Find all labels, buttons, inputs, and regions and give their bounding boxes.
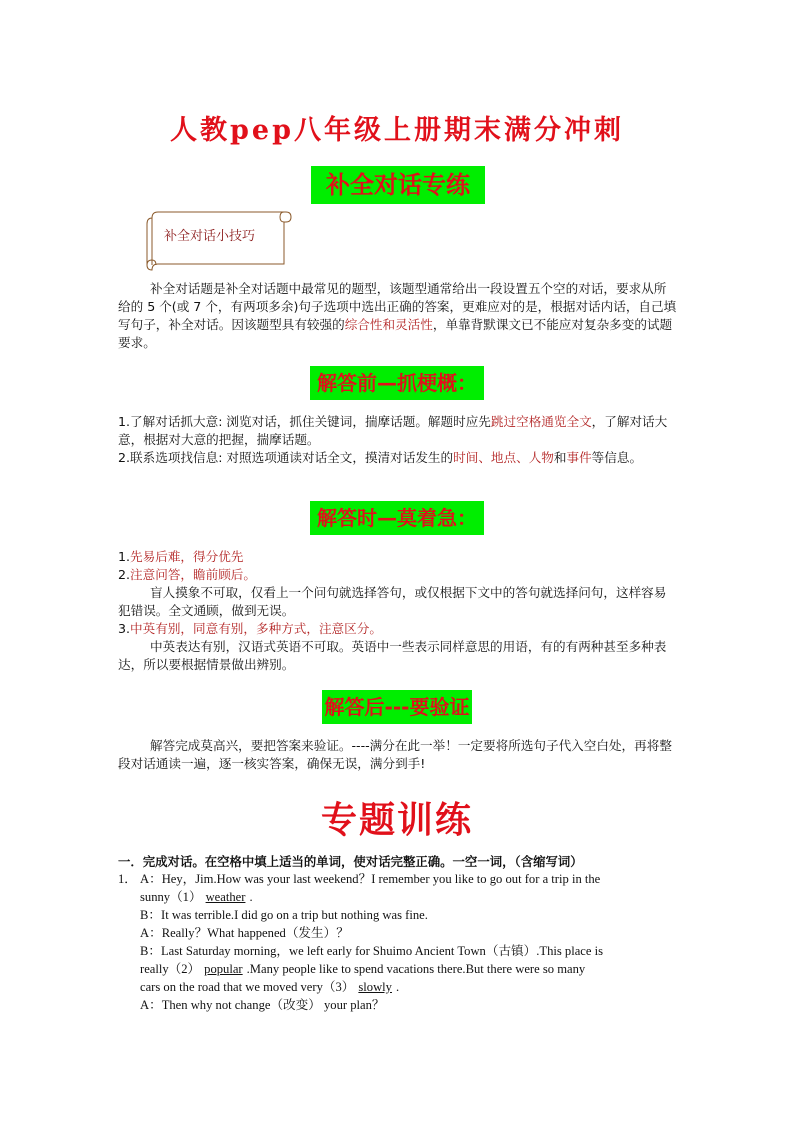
training-title: 专题训练: [320, 800, 473, 841]
section-during-heading: 解答时—莫着急：: [310, 501, 484, 535]
dialogue-line-7: cars on the road that we moved very（3） slowly .: [140, 980, 400, 994]
exercise-number: 1．: [118, 872, 137, 886]
dialogue-line-3: B：It was terrible.I did go on a trip but nothing was fine.: [140, 908, 428, 922]
dialogue-line-1: A：Hey，Jim.How was your last weekend？I remember you like to go out for a trip in the: [140, 872, 601, 886]
tips-label: 补全对话小技巧: [164, 229, 256, 244]
section-during-content: [118, 548, 678, 674]
during-item-3: 3.中英有别，同意有别，多种方式，注意区分。: [118, 621, 382, 636]
section-before-content: [118, 413, 678, 467]
during-item-1: 1.先易后难，得分优先: [118, 549, 244, 564]
section-after-text: 解答完成莫高兴，要把答案来验证。----满分在此一举！一定要将所选句子代入空白处，再将整段对话通读一遍，逐一核实答案，确保无误，满分到手!: [118, 738, 672, 771]
during-item-2: 2.注意问答，瞻前顾后。: [118, 567, 256, 582]
intro-paragraph: 补全对话题是补全对话题中最常见的题型，该题型通常给出一段设置五个空的对话，要求从所给的 5 个(或 7 个，有两项多余)句子选项中选出正确的答案，更难应对的是，根据对话内话，自己填写句子，补全对话。因该题型具有较强的综合性和灵活性，单靠背默课文已不能应对复杂多变的试题要求。: [118, 281, 677, 350]
during-item-2-text: 盲人摸象不可取，仅看上一个问句就选择答句，或仅根据下文中的答句就选择问句，这样容易犯错误。全文通顾，做到无误。: [118, 585, 667, 618]
dialogue-line-2: sunny（1） weather .: [140, 890, 253, 904]
before-item-1: 1.了解对话抓大意: 浏览对话，抓住关键词，揣摩话题。解题时应先跳过空格通览全文，了解对话大意，根据对大意的把握，揣摩话题。: [118, 414, 668, 447]
dialogue-line-6: really（2） popular .Many people like to spend vacations there.But there were so many: [140, 962, 586, 976]
dialogue-line-5: B：Last Saturday morning，we left early for Shuimo Ancient Town（古镇）.This place is: [140, 944, 604, 958]
answer-2: popular: [204, 962, 243, 976]
answer-1: weather: [205, 890, 246, 904]
before-item-2: 2.联系选项找信息: 对照选项通读对话全文，摸清对话发生的时间、地点、人物和事件等信息。: [118, 450, 643, 465]
exercise-heading: 一．完成对话。在空格中填上适当的单词，使对话完整正确。一空一词，（含缩写词）: [118, 854, 583, 869]
dialogue-line-4: A：Really？What happened（发生）？: [140, 926, 349, 940]
during-item-3-text: 中英表达有别，汉语式英语不可取。英语中一些表示同样意思的用语，有的有两种甚至多种表达，所以要根据情景做出辨别。: [118, 639, 667, 672]
subtitle-banner: 补全对话专练: [311, 166, 485, 204]
section-before-heading: 解答前—抓梗概：: [310, 366, 484, 400]
dialogue-line-8: A：Then why not change（改变） your plan？: [140, 998, 385, 1012]
document-title: 人教pep八年级上册期末满分冲刺: [170, 115, 624, 146]
answer-3: slowly: [358, 980, 392, 994]
section-after-heading: 解答后---要验证: [322, 690, 472, 724]
